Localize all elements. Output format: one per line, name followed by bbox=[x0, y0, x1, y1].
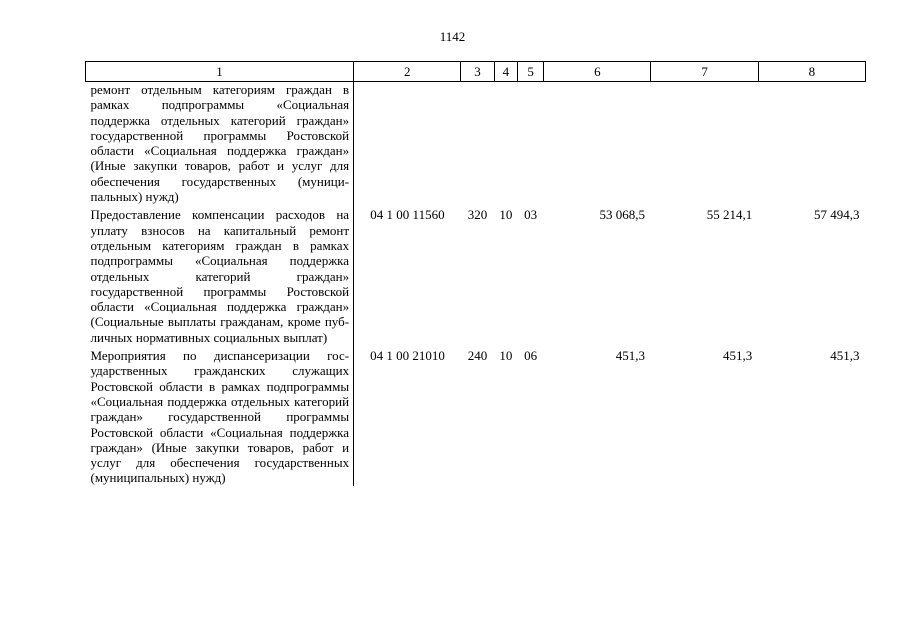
row-col-4: 10 bbox=[499, 348, 513, 364]
header-col-6: 6 bbox=[544, 62, 651, 82]
header-col-3: 3 bbox=[461, 62, 494, 82]
row-value-6: 53 068,5 bbox=[599, 207, 645, 223]
row-code: 04 1 00 11560 bbox=[370, 207, 445, 223]
row-value-7: 55 214,1 bbox=[706, 207, 753, 223]
row-col-5 bbox=[517, 82, 543, 205]
row-description: Мероприятия по диспансеризации государственных гражданских служащих Ростовской области в рамках подпрограммы «Социальная поддержка отдельных категорий граждан» государственной программы Ростовской области «Социальная поддержка граждан» (Иные закупки товаров, работ и услуг для обеспечения государственных (муниципальных) нужд) bbox=[86, 345, 354, 486]
row-col-3: 320 bbox=[467, 207, 488, 223]
row-description: Предоставление компенсации расходов на уплату взносов на капитальный ремонт отдельным категориям граждан в рамках подпрограммы «Социальная поддержка отдельных категорий граждан» государственной программы Ростовской области «Социальная поддержка граждан» (Социальные выплаты гражданам, кроме публичных нормативных социальных выплат) bbox=[86, 204, 354, 345]
header-col-7: 7 bbox=[651, 62, 758, 82]
row-code bbox=[354, 82, 461, 205]
page-number: 1142 bbox=[439, 29, 466, 44]
row-col-4 bbox=[494, 82, 517, 205]
row-col-4: 10 bbox=[499, 207, 513, 223]
row-value-6: 451,3 bbox=[615, 348, 645, 364]
row-value-7 bbox=[651, 82, 758, 205]
table-row bbox=[86, 345, 866, 486]
header-col-5: 5 bbox=[517, 62, 543, 82]
row-description: ремонт отдельным категориям граждан в рамках подпрограммы «Социальная поддержка отдельных категорий граждан» государственной программы Ростовской области «Социальная поддержка граждан» (Иные закупки товаров, работ и услуг для обеспечения государственных (муниципальных) нужд) bbox=[86, 82, 354, 205]
row-value-8: 451,3 bbox=[830, 348, 860, 364]
budget-table bbox=[85, 61, 866, 486]
header-col-1: 1 bbox=[86, 62, 354, 82]
header-col-2: 2 bbox=[354, 62, 461, 82]
table-row bbox=[86, 204, 866, 345]
header-col-8: 8 bbox=[758, 62, 865, 82]
row-code: 04 1 00 21010 bbox=[370, 348, 445, 364]
row-col-5: 06 bbox=[524, 348, 538, 364]
row-value-8: 57 494,3 bbox=[814, 207, 860, 223]
row-col-5: 03 bbox=[524, 207, 538, 223]
row-value-8 bbox=[758, 82, 865, 205]
row-col-3: 240 bbox=[467, 348, 488, 364]
row-value-7: 451,3 bbox=[722, 348, 753, 364]
header-col-4: 4 bbox=[494, 62, 517, 82]
row-col-3 bbox=[461, 82, 494, 205]
row-value-6 bbox=[544, 82, 651, 205]
header-row bbox=[86, 62, 866, 82]
table-row bbox=[86, 82, 866, 205]
